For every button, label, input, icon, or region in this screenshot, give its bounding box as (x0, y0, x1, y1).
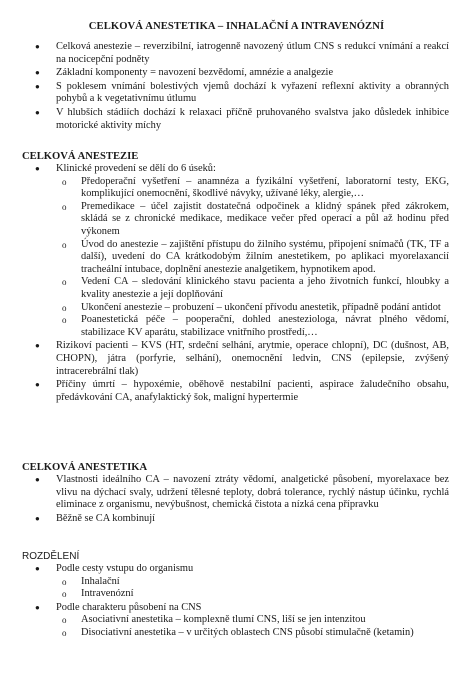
list-item-text: Příčiny úmrtí – hypoxémie, oběhově nestabilní pacienti, aspirace žaludečního obsahu, předávkování CA, anafylaktický šok, maligní hypertermie (56, 379, 449, 403)
list-item (31, 563, 449, 601)
list-item-text: Rizikoví pacienti – KVS (HT, srdeční selhání, arytmie, operace chlopní), DC (dušnost, AB, CHOPN), játra (porfyrie, selhání), onemocnění ledvin, CNS (epilepsie, zvýšený intracerebrální tlak) (56, 340, 449, 377)
list-item (31, 41, 449, 66)
rozdeleni-list (31, 563, 449, 641)
bullet-icon: ● (35, 513, 40, 523)
sub-list-item (50, 614, 449, 627)
intro-list (31, 41, 449, 133)
circle-bullet-icon: o (62, 201, 67, 212)
list-item (31, 379, 449, 404)
circle-bullet-icon: o (62, 627, 67, 638)
sub-list-item (50, 588, 449, 601)
list-item-text: Podle cesty vstupu do organismu (56, 563, 194, 574)
bullet-icon: ● (35, 164, 40, 173)
circle-bullet-icon: o (62, 277, 67, 288)
celkova-anestetika-list (31, 474, 449, 526)
bullet-icon: ● (35, 81, 40, 91)
sub-list-item (50, 239, 449, 277)
section-heading-celkova-anestezie: CELKOVÁ ANESTEZIE (22, 151, 139, 162)
list-item (31, 474, 449, 512)
sub-list-item (50, 627, 449, 640)
sub-list-item-text: Poanestetická péče – pooperační, dohled anesteziologa, návrat plného vědomí, stabilizace KV aparátu, stabilizace vnitřního prostředí,… (81, 314, 449, 338)
bullet-icon: ● (35, 42, 40, 51)
list-item-text: Podle charakteru působení na CNS (56, 601, 202, 613)
list-item (31, 513, 449, 526)
sub-list-item (50, 201, 449, 239)
circle-bullet-icon: o (62, 176, 67, 187)
sub-list-item-text: Premedikace – účel zajistit dostatečná odpočinek a klidný spánek před zákrokem, skládá se z chronické medikace, medikace večer před operací a půl až hodinu před výkonem (81, 200, 449, 237)
sub-list-item-text: Úvod do anestezie – zajištění přístupu do žilního systému, připojení snímačů (TK, TF a další), uvedení do CA krátkodobým žilním anestetikem, po aplikaci myorelaxancií tracheální intubace, doplnění anestezie analgetikem, hypnotikem apod. (81, 238, 449, 275)
sub-list-item-text: Ukončení anestezie – probuzení – ukončení přívodu anestetik, případně podání antidot (81, 301, 441, 313)
circle-bullet-icon: o (62, 576, 67, 587)
sub-list-item-text: Intravenózní (81, 588, 134, 600)
circle-bullet-icon: o (62, 615, 67, 626)
list-item-text: Vlastnosti ideálního CA – navození ztráty vědomí, analgetické působení, myorelaxace bez vlivu na dýchací svaly, udržení tělesné teploty, dobrá tolerance, rychlý nástup účinku, rychlá eliminace z organismu, nevýbušnost, chemická čistota a nízká cena přípravku (56, 474, 449, 511)
list-item (31, 602, 449, 640)
circle-bullet-icon: o (62, 239, 67, 250)
bullet-icon: ● (35, 602, 40, 612)
list-item-text: Běžně se CA kombinují (56, 512, 155, 524)
sub-list-item (50, 176, 449, 201)
sub-list-item-text: Předoperační vyšetření – anamnéza a fyzikální vyšetření, laboratorní testy, EKG, komplikující onemocnění, škodlivé návyky, užívané léky, alergie,… (81, 175, 449, 200)
sub-list-item (50, 576, 449, 589)
list-item-text: S poklesem vnímání bolestivých vjemů dochází k vyřazení reflexní aktivity a obranných pohybů a k vegetativnímu útlumu (56, 80, 449, 105)
sub-list (56, 176, 449, 340)
sub-list-item-text: Inhalační (81, 575, 120, 587)
section-heading-rozdeleni: ROZDĚLENÍ (22, 551, 80, 562)
sub-list-item-text: Disociativní anestetika – v určitých oblastech CNS působí stimulačně (ketamin) (81, 626, 414, 638)
sub-list (56, 614, 449, 639)
list-item (31, 81, 449, 106)
bullet-icon: ● (35, 380, 40, 390)
list-item (31, 107, 449, 132)
circle-bullet-icon: o (62, 589, 67, 600)
list-item (31, 67, 449, 80)
document-title: CELKOVÁ ANESTETIKA – INHALAČNÍ A INTRAVENÓZNÍ (88, 21, 385, 32)
bullet-icon: ● (35, 475, 40, 484)
sub-list-item-text: Vedení CA – sledování klinického stavu pacienta a jeho životních funkcí, hloubky a kvality anestezie a její doplňování (81, 276, 449, 300)
sub-list (56, 576, 449, 601)
list-item (31, 340, 449, 378)
circle-bullet-icon: o (62, 315, 67, 326)
sub-list-item (50, 314, 449, 339)
bullet-icon: ● (35, 564, 40, 573)
bullet-icon: ● (35, 68, 40, 78)
sub-list-item (50, 302, 449, 315)
bullet-icon: ● (35, 107, 40, 117)
section-heading-celkova-anestetika: CELKOVÁ ANESTETIKA (22, 462, 148, 473)
sub-list-item-text: Asociativní anestetika – komplexně tlumí CNS, liší se jen intenzitou (81, 614, 366, 626)
list-item-text: Celková anestezie – reverzibilní, iatrogenně navozený útlum CNS s redukcí vnímání a reakcí na nocicepční podněty (56, 41, 449, 65)
list-item-text: Klinické provedení se dělí do 6 úseků: (56, 163, 216, 174)
list-item (31, 163, 449, 339)
list-item-text: Základní komponenty = navození bezvědomí, amnézie a analgezie (56, 67, 334, 79)
sub-list-item (50, 276, 449, 301)
bullet-icon: ● (35, 341, 40, 351)
celkova-anestezie-list (31, 163, 449, 405)
circle-bullet-icon: o (62, 302, 67, 313)
list-item-text: V hlubších stádiích dochází k relaxaci příčně pruhovaného svalstva jako důsledek inhibice motorické aktivity míchy (56, 106, 449, 131)
